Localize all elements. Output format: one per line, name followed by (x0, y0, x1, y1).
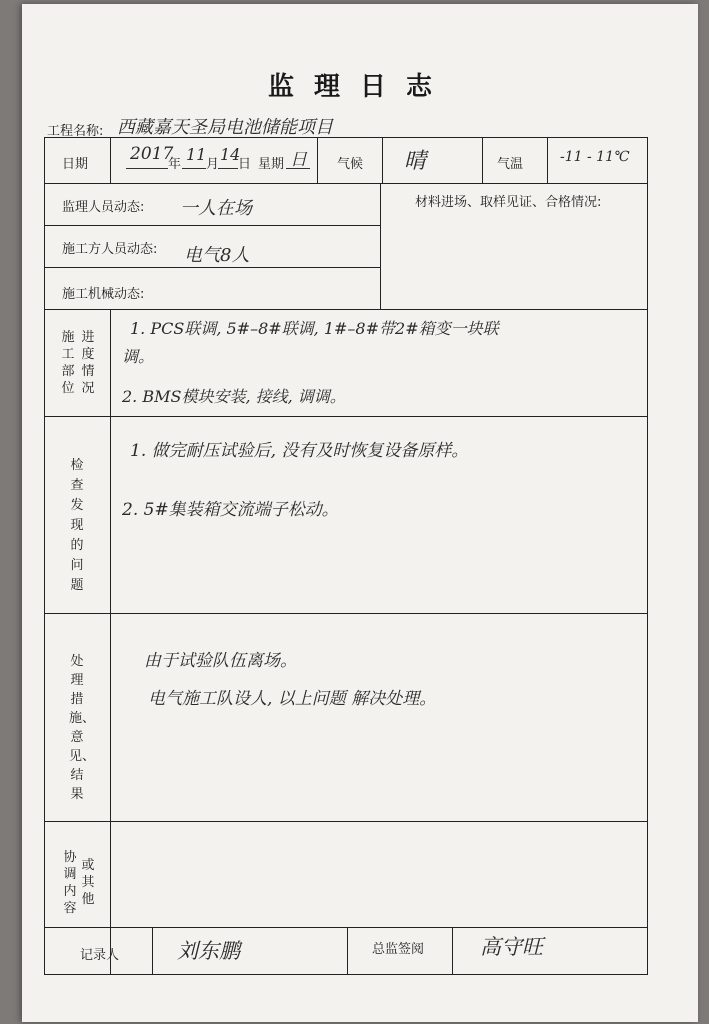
month-label: 月 (206, 157, 220, 172)
progress-label-b: 进度情况 (81, 330, 95, 396)
recorder-label: 记录人 (80, 948, 120, 963)
month-value: 11 (186, 145, 207, 164)
measures-line-1: 由于试验队伍离场。 (144, 651, 297, 671)
weather-label: 气候 (337, 157, 364, 172)
year-value: 2017 (130, 144, 174, 164)
row-divider (44, 267, 380, 268)
column-divider (110, 137, 111, 183)
issues-label: 检查发现的问题 (70, 458, 84, 593)
column-divider (547, 137, 548, 183)
project-name-value: 西藏嘉天圣局电池储能项目 (117, 117, 333, 138)
date-label: 日期 (62, 157, 89, 172)
column-divider (482, 137, 483, 183)
supervisor-staff-label: 监理人员动态: (62, 200, 145, 215)
materials-label: 材料进场、取样见证、合格情况: (415, 195, 602, 210)
recorder-signature: 刘东鹏 (177, 939, 240, 963)
weekday-value: 日 (290, 150, 307, 170)
coordination-label-b: 或其他 (81, 858, 95, 907)
column-divider (152, 927, 153, 975)
fill-underline (218, 168, 238, 169)
fill-underline (126, 168, 168, 169)
log-sheet (22, 4, 698, 1022)
measures-line-2: 电气施工队设人, 以上问题 解决处理。 (148, 689, 437, 709)
progress-label-a: 施工部位 (61, 330, 75, 396)
temperature-value: -11 - 11℃ (560, 149, 630, 165)
column-divider (452, 927, 453, 975)
row-divider (44, 416, 648, 417)
measures-label: 处理措施、意见、结果 (69, 654, 96, 802)
row-divider (44, 821, 648, 822)
label-column-divider (110, 309, 111, 975)
column-divider (382, 137, 383, 183)
row-divider (44, 613, 648, 614)
supervisor-staff-value: 一人在场 (180, 198, 252, 219)
machinery-label: 施工机械动态: (62, 287, 145, 302)
row-divider (44, 225, 380, 226)
contractor-staff-value: 电气8人 (184, 245, 250, 266)
log-table-frame (44, 137, 648, 975)
day-value: 14 (220, 145, 241, 164)
issues-line-2: 2. 5#集装箱交流端子松动。 (122, 500, 339, 520)
chief-signature: 高守旺 (480, 935, 543, 959)
weather-value: 晴 (404, 149, 427, 174)
row-divider (44, 309, 648, 310)
temperature-label: 气温 (497, 157, 524, 172)
year-label: 年 (168, 157, 182, 172)
progress-line-3: 2. BMS模块安装, 接线, 调调。 (122, 387, 346, 406)
fill-underline (286, 168, 310, 169)
page-title: 监理日志 (267, 72, 452, 102)
column-divider (317, 137, 318, 183)
column-divider (347, 927, 348, 975)
column-divider (380, 183, 381, 309)
day-label: 日 (238, 157, 252, 172)
progress-line-2: 调。 (122, 347, 155, 366)
fill-underline (182, 168, 206, 169)
row-divider (44, 183, 648, 184)
contractor-staff-label: 施工方人员动态: (62, 242, 158, 257)
chief-review-label: 总监签阅 (372, 942, 425, 957)
coordination-label-a: 协调内容 (63, 850, 77, 916)
issues-line-1: 1. 做完耐压试验后, 没有及时恢复设备原样。 (130, 441, 469, 461)
weekday-label: 星期 (258, 157, 285, 172)
progress-line-1: 1. PCS联调, 5#–8#联调, 1#–8#带2#箱变一块联 (130, 319, 499, 338)
row-divider (44, 927, 648, 928)
project-name-label: 工程名称: (47, 124, 104, 139)
